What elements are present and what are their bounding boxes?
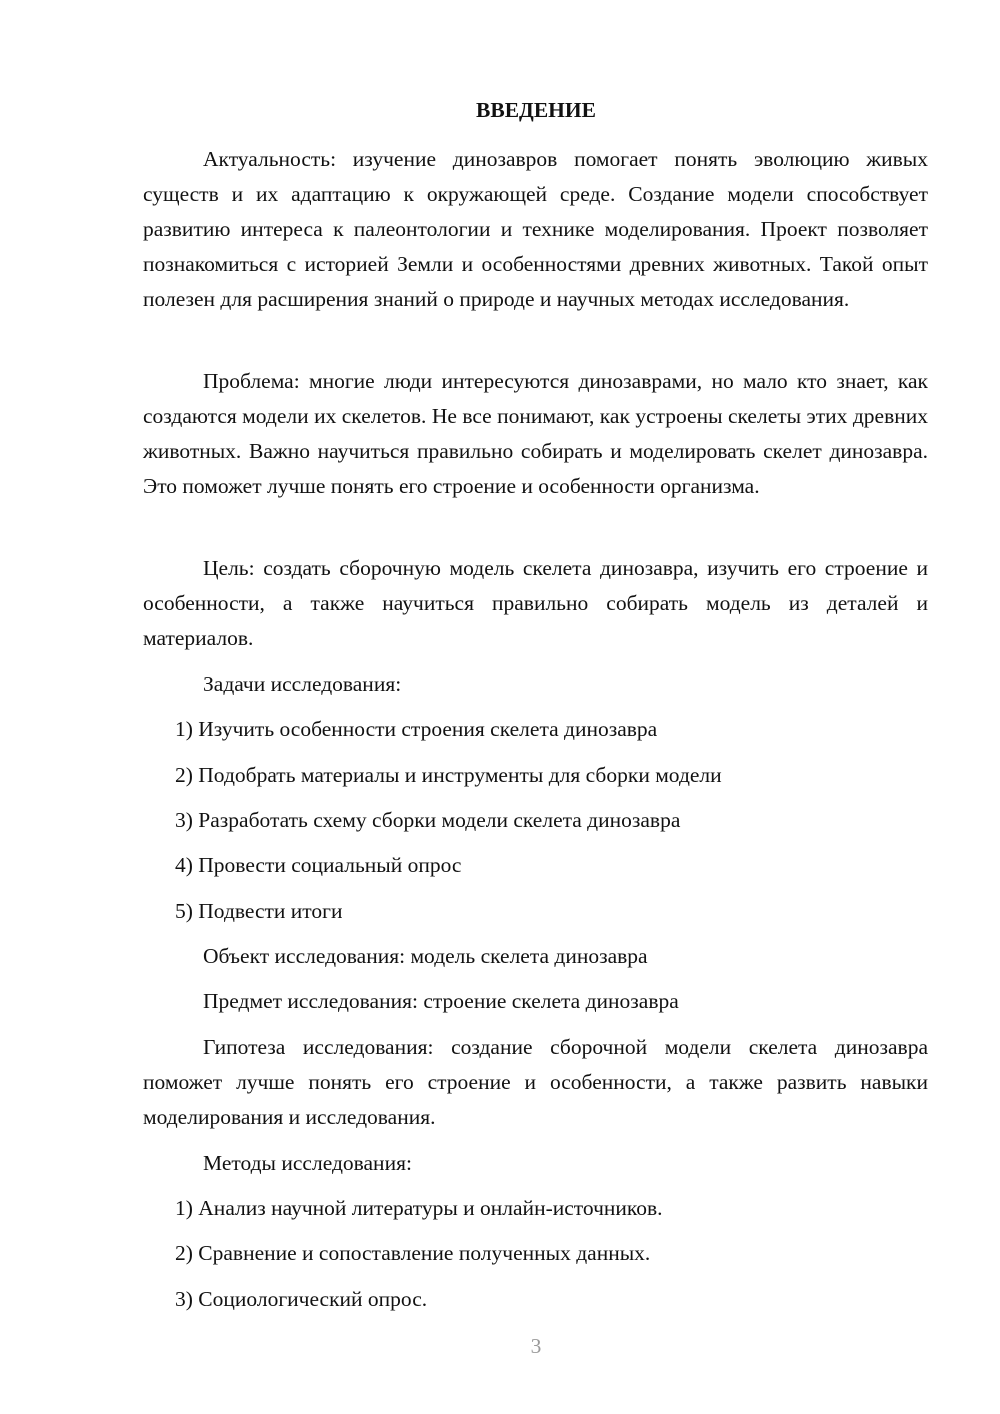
research-object: Объект исследования: модель скелета динозавра bbox=[203, 944, 648, 968]
methods-heading: Методы исследования: bbox=[203, 1151, 412, 1175]
task-item: 4) Провести социальный опрос bbox=[175, 853, 462, 877]
paragraph-relevance: Актуальность: изучение динозавров помогает понять эволюцию живых существ и их адаптацию к окружающей среде. Создание модели способствует развитию интереса к палеонтологии и технике моделирования. Проект позволяет познакомиться с историей Земли и особенностями древних животных. Такой опыт полезен для расширения знаний о природе и научных методах исследования. bbox=[143, 147, 928, 311]
method-item: 2) Сравнение и сопоставление полученных данных. bbox=[175, 1241, 651, 1265]
method-item: 3) Социологический опрос. bbox=[175, 1287, 428, 1311]
paragraph-goal: Цель: создать сборочную модель скелета динозавра, изучить его строение и особенности, а также научиться правильно собирать модель из деталей и материалов. bbox=[143, 556, 928, 650]
research-subject: Предмет исследования: строение скелета динозавра bbox=[203, 989, 679, 1013]
task-item: 5) Подвести итоги bbox=[175, 899, 343, 923]
task-item: 3) Разработать схему сборки модели скелета динозавра bbox=[175, 808, 681, 832]
method-item: 1) Анализ научной литературы и онлайн-источников. bbox=[175, 1196, 663, 1220]
page-number: 3 bbox=[530, 1334, 542, 1358]
page-title: ВВЕДЕНИЕ bbox=[476, 98, 596, 122]
task-item: 2) Подобрать материалы и инструменты для сборки модели bbox=[175, 763, 722, 787]
tasks-heading: Задачи исследования: bbox=[203, 672, 402, 696]
task-item: 1) Изучить особенности строения скелета динозавра bbox=[175, 717, 658, 741]
paragraph-hypothesis: Гипотеза исследования: создание сборочной модели скелета динозавра поможет лучше понять его строение и особенности, а также развить навыки моделирования и исследования. bbox=[143, 1035, 928, 1129]
paragraph-problem: Проблема: многие люди интересуются динозаврами, но мало кто знает, как создаются модели их скелетов. Не все понимают, как устроены скелеты этих древних животных. Важно научиться правильно собирать и моделировать скелет динозавра. Это поможет лучше понять его строение и особенности организма. bbox=[143, 369, 928, 498]
